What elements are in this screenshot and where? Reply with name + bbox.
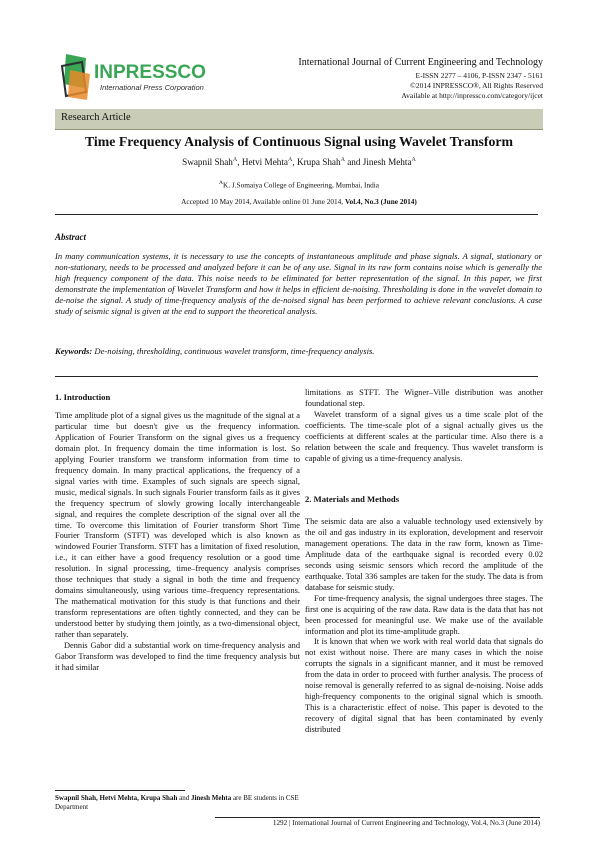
paper-title: Time Frequency Analysis of Continuous Signal using Wavelet Transform — [84, 134, 514, 149]
volume-info: Vol.4, No.3 (June 2014) — [344, 197, 417, 206]
paragraph: limitations as STFT. The Wigner–Ville distribution was another foundational step. — [305, 388, 543, 408]
paragraph: Dennis Gabor did a substantial work on time-frequency analysis and Gabor Transform was developed to find the time frequency analysis but it had similar — [55, 641, 300, 672]
affiliation: $^A$K. J.Somaiya College of Engineering, Mumbai, India — [218, 180, 380, 190]
author-name: Swapnil Shah — [182, 157, 233, 168]
section-heading: 1. Introduction — [55, 392, 111, 402]
logo-subtext: International Press Corporation — [100, 83, 204, 92]
issn: E-ISSN 2277 – 4106, P-ISSN 2347 - 5161 — [415, 71, 543, 80]
author-name: Krupa Shah — [296, 157, 341, 168]
logo-text: INPRESSCO — [94, 62, 206, 83]
abstract-heading: Abstract — [55, 232, 87, 242]
author-name: Hetvi Mehta — [241, 157, 289, 168]
paragraph: Time amplitude plot of a signal gives us the magnitude of the signal at a particular time but doesn't give us the frequency information. Application of Fourier Transform on the signal gives us a frequency domain plot. In frequency domain the time information is lost. So applying Fourier transform we transform information from time to frequency domain. In many practical applications, the frequency of a signal varies with time. Examples of such signals are speech signal, music, medical signals. In such signals Fourier transform fails as it gives the frequency spectrum of slowly growing locally interchangeable signal, and requires the complete description of the signal over all the time. To overcome this limitation of Fourier transform Short Time Fourier Transform (STFT) was developed which is also known as windowed Fourier Transform. STFT has a limitation of fixed resolution, i.e., it can either have a good frequency resolution or a good time resolution. In signal processing, time–frequency analysis comprises those techniques that study a signal in both the time and frequency domains simultaneously, using various time–frequency representations. The mathematical motivation for this study is that functions and their transform representations are often tightly connected, and they can be understood better by studying them jointly, as a two-dimensional object, rather than separately. — [55, 411, 300, 640]
paragraph: Wavelet transform of a signal gives us a time scale plot of the coefficients. The time-scale plot of a signal actually gives us the coefficients at different scales at the particular time. Also there is a relation between the scale and frequency. Thus wavelet transform is capable of giving us a time-frequency analysis. — [305, 409, 543, 463]
page-footer: 1292 | International Journal of Current Engineering and Technology, Vol.4, No.3 (June 2014) — [215, 817, 540, 827]
left-column — [55, 411, 300, 674]
paragraph: The seismic data are also a valuable technology used extensively by the oil and gas industry in its exploration, development and reservoir management operations. The data in the raw form, known as Time-Amplitude data of the earthquake signal is recorded every 0.02 seconds using seismic sensors which record the amplitude of the earthquake. Total 336 samples are taken for the study. The data is from database for seismic study. — [305, 517, 543, 592]
author-list: Swapnil Shah$^A$, Hetvi Mehta$^A$, Krupa Shah$^A$ and Jinesh Mehta$^A$ — [182, 157, 416, 168]
right-column — [305, 388, 543, 465]
author-name: Jinesh Mehta — [362, 157, 412, 168]
divider — [55, 376, 538, 377]
footnote-rule — [55, 790, 185, 791]
footnote: Swapnil Shah, Hetvi Mehta, Krupa Shah and Jinesh Mehta are BE students in CSE Department — [55, 794, 299, 811]
inpressco-logo-icon — [60, 48, 220, 108]
copyright: ©2014 INPRESSCO®, All Rights Reserved — [410, 81, 543, 90]
journal-name: International Journal of Current Engineering and Technology — [298, 57, 543, 68]
right-column-section2 — [305, 517, 543, 736]
availability-link[interactable]: Available at http://inpressco.com/category/ijcet — [401, 91, 543, 100]
publication-dates: Accepted 10 May 2014, Available online 01 June 2014, Vol.4, No.3 (June 2014) — [181, 197, 417, 206]
paragraph: For time-frequency analysis, the signal undergoes three stages. The first one is acquiring of the raw data. Raw data is the data that has not been processed for meaningful use. We make use of the available information and plot its time-amplitude graph. — [305, 593, 543, 636]
article-type-bar — [55, 109, 543, 130]
keywords: Keywords: De-noising, thresholding, continuous wavelet transform, time-frequency analysis. — [55, 346, 375, 356]
abstract-text: In many communication systems, it is necessary to use the concepts of instantaneous amplitude and phase signals. A signal, stationary or non-stationary, needs to be processed and analyzed before it can be of any use. Signal in its raw form contains noise which is generally the high frequency component of the data. This noise needs to be eliminated for better representation of the signal. In this paper, we first demonstrate the implementation of Wavelet Transform and how it helps in efficient de-noising. Thresholding is done in the wavelet domain to de-noise the signal. A study of time-frequency analysis of the de-noised signal has been performed to achieve relevant conclusions. A case study of seismic signal is given at the end to support the theoretical analysis. — [55, 251, 542, 317]
keywords-label: Keywords: — [55, 346, 93, 356]
section-heading: 2. Materials and Methods — [305, 494, 400, 504]
publisher-logo — [60, 48, 220, 108]
paragraph: It is known that when we work with real world data that signals do not exist without noise. There are many cases in which the noise corrupts the signals in a significant manner, and it must be removed from the data in order to proceed with further analysis. The process of noise removal is generally referred to as signal de-noising. Noise adds high-frequency components to the original signal which is smooth. This is a characteristic effect of noise. This paper is devoted to the recovery of digital signal that has been contaminated by evenly distributed — [305, 637, 543, 735]
article-type-label: Research Article — [61, 112, 131, 123]
divider — [55, 214, 538, 215]
